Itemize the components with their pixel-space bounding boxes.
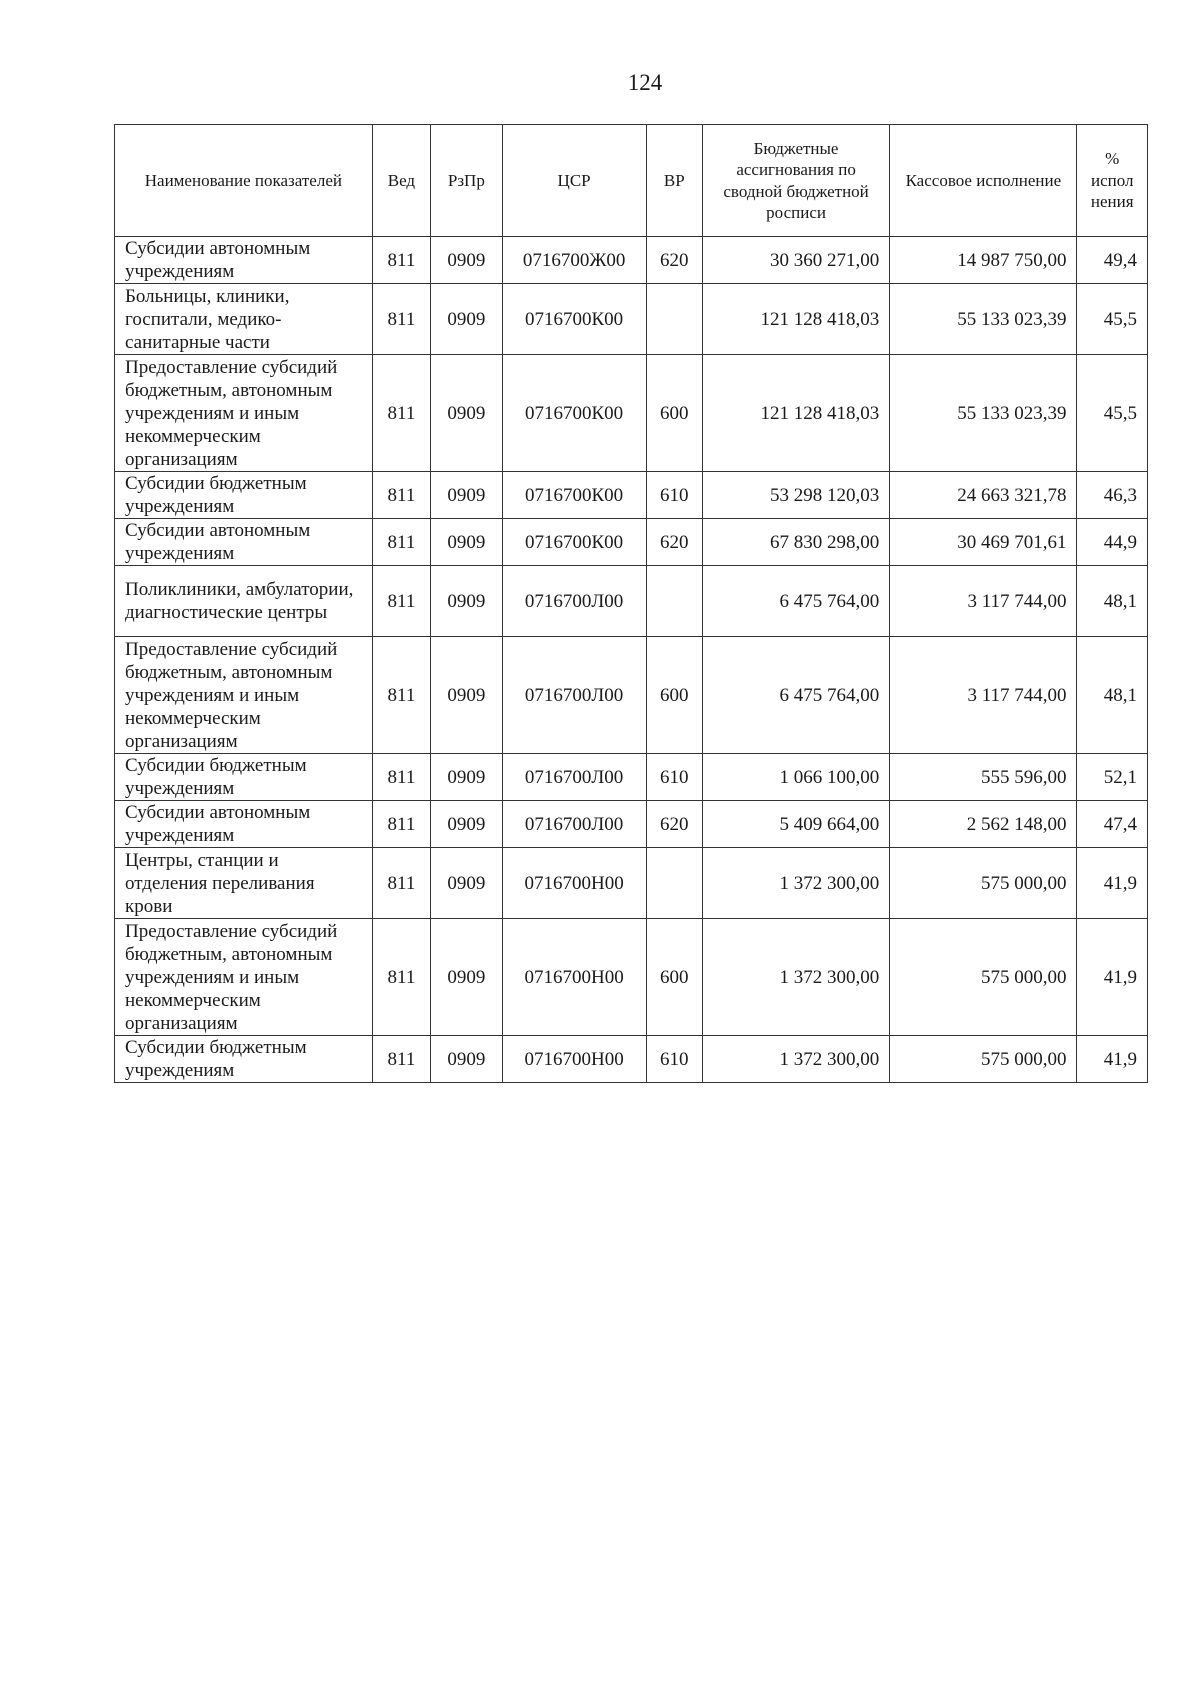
cell-pct: 48,1 xyxy=(1077,566,1148,637)
cell-rzpr: 0909 xyxy=(431,355,502,472)
cell-rzpr: 0909 xyxy=(431,637,502,754)
cell-name: Субсидии автономным учреждениям xyxy=(115,237,373,284)
cell-pct: 41,9 xyxy=(1077,848,1148,919)
cell-cash: 55 133 023,39 xyxy=(890,284,1077,355)
cell-rzpr: 0909 xyxy=(431,237,502,284)
cell-cash: 30 469 701,61 xyxy=(890,519,1077,566)
table-row xyxy=(115,237,1148,284)
cell-pct: 45,5 xyxy=(1077,355,1148,472)
cell-ved: 811 xyxy=(372,919,430,1036)
header-csr: ЦСР xyxy=(502,125,646,237)
cell-csr: 0716700Н00 xyxy=(502,919,646,1036)
cell-budget: 1 372 300,00 xyxy=(702,1036,889,1083)
cell-name: Субсидии автономным учреждениям xyxy=(115,519,373,566)
cell-csr: 0716700Л00 xyxy=(502,637,646,754)
cell-cash: 24 663 321,78 xyxy=(890,472,1077,519)
cell-vr: 600 xyxy=(646,355,702,472)
table-row xyxy=(115,848,1148,919)
cell-pct: 44,9 xyxy=(1077,519,1148,566)
cell-ved: 811 xyxy=(372,355,430,472)
table-row xyxy=(115,1036,1148,1083)
cell-cash: 575 000,00 xyxy=(890,919,1077,1036)
cell-csr: 0716700Л00 xyxy=(502,566,646,637)
cell-csr: 0716700К00 xyxy=(502,355,646,472)
cell-pct: 47,4 xyxy=(1077,801,1148,848)
cell-vr: 620 xyxy=(646,237,702,284)
cell-csr: 0716700К00 xyxy=(502,472,646,519)
cell-budget: 30 360 271,00 xyxy=(702,237,889,284)
cell-budget: 1 372 300,00 xyxy=(702,919,889,1036)
cell-ved: 811 xyxy=(372,237,430,284)
cell-ved: 811 xyxy=(372,1036,430,1083)
budget-table xyxy=(114,124,1148,1083)
cell-ved: 811 xyxy=(372,848,430,919)
table-row xyxy=(115,637,1148,754)
table-header-row xyxy=(115,125,1148,237)
cell-name: Центры, станции и отделения переливания крови xyxy=(115,848,373,919)
table-row xyxy=(115,801,1148,848)
page-number: 124 xyxy=(627,70,663,95)
cell-cash: 2 562 148,00 xyxy=(890,801,1077,848)
cell-ved: 811 xyxy=(372,566,430,637)
cell-ved: 811 xyxy=(372,472,430,519)
cell-budget: 67 830 298,00 xyxy=(702,519,889,566)
header-ved: Вед xyxy=(372,125,430,237)
cell-rzpr: 0909 xyxy=(431,519,502,566)
header-budget: Бюджетные ассигнования по сводной бюджетной росписи xyxy=(702,125,889,237)
cell-budget: 5 409 664,00 xyxy=(702,801,889,848)
cell-name: Поликлиники, амбулатории, диагностические центры xyxy=(115,566,373,637)
cell-cash: 555 596,00 xyxy=(890,754,1077,801)
cell-rzpr: 0909 xyxy=(431,1036,502,1083)
cell-pct: 41,9 xyxy=(1077,1036,1148,1083)
cell-budget: 121 128 418,03 xyxy=(702,355,889,472)
cell-cash: 575 000,00 xyxy=(890,1036,1077,1083)
cell-vr xyxy=(646,284,702,355)
cell-vr xyxy=(646,848,702,919)
cell-vr: 600 xyxy=(646,637,702,754)
table-row xyxy=(115,284,1148,355)
table-row xyxy=(115,754,1148,801)
cell-pct: 49,4 xyxy=(1077,237,1148,284)
cell-rzpr: 0909 xyxy=(431,848,502,919)
cell-budget: 121 128 418,03 xyxy=(702,284,889,355)
table-row xyxy=(115,355,1148,472)
cell-csr: 0716700Н00 xyxy=(502,848,646,919)
header-vr: ВР xyxy=(646,125,702,237)
cell-name: Субсидии автономным учреждениям xyxy=(115,801,373,848)
cell-cash: 14 987 750,00 xyxy=(890,237,1077,284)
cell-name: Субсидии бюджетным учреждениям xyxy=(115,754,373,801)
cell-csr: 0716700Н00 xyxy=(502,1036,646,1083)
cell-ved: 811 xyxy=(372,284,430,355)
cell-cash: 575 000,00 xyxy=(890,848,1077,919)
cell-rzpr: 0909 xyxy=(431,472,502,519)
cell-vr: 610 xyxy=(646,472,702,519)
cell-cash: 55 133 023,39 xyxy=(890,355,1077,472)
cell-name: Предоставление субсидий бюджетным, автономным учреждениям и иным некоммерческим организациям xyxy=(115,919,373,1036)
cell-csr: 0716700Л00 xyxy=(502,754,646,801)
cell-budget: 6 475 764,00 xyxy=(702,637,889,754)
cell-budget: 53 298 120,03 xyxy=(702,472,889,519)
table-row xyxy=(115,519,1148,566)
cell-ved: 811 xyxy=(372,754,430,801)
cell-csr: 0716700Ж00 xyxy=(502,237,646,284)
header-name: Наименование показателей xyxy=(115,125,373,237)
cell-vr: 620 xyxy=(646,801,702,848)
cell-pct: 48,1 xyxy=(1077,637,1148,754)
cell-budget: 1 372 300,00 xyxy=(702,848,889,919)
cell-ved: 811 xyxy=(372,519,430,566)
cell-rzpr: 0909 xyxy=(431,754,502,801)
cell-name: Субсидии бюджетным учреждениям xyxy=(115,1036,373,1083)
cell-csr: 0716700Л00 xyxy=(502,801,646,848)
cell-pct: 41,9 xyxy=(1077,919,1148,1036)
cell-rzpr: 0909 xyxy=(431,284,502,355)
cell-vr: 610 xyxy=(646,754,702,801)
cell-vr: 620 xyxy=(646,519,702,566)
cell-csr: 0716700К00 xyxy=(502,519,646,566)
cell-budget: 6 475 764,00 xyxy=(702,566,889,637)
table-row xyxy=(115,566,1148,637)
table-row xyxy=(115,472,1148,519)
cell-ved: 811 xyxy=(372,637,430,754)
cell-pct: 46,3 xyxy=(1077,472,1148,519)
cell-cash: 3 117 744,00 xyxy=(890,566,1077,637)
cell-rzpr: 0909 xyxy=(431,801,502,848)
cell-csr: 0716700К00 xyxy=(502,284,646,355)
cell-rzpr: 0909 xyxy=(431,919,502,1036)
cell-vr xyxy=(646,566,702,637)
cell-ved: 811 xyxy=(372,801,430,848)
cell-rzpr: 0909 xyxy=(431,566,502,637)
cell-name: Больницы, клиники, госпитали, медико-санитарные части xyxy=(115,284,373,355)
cell-vr: 610 xyxy=(646,1036,702,1083)
cell-cash: 3 117 744,00 xyxy=(890,637,1077,754)
cell-pct: 52,1 xyxy=(1077,754,1148,801)
table-row xyxy=(115,919,1148,1036)
cell-name: Субсидии бюджетным учреждениям xyxy=(115,472,373,519)
cell-name: Предоставление субсидий бюджетным, автономным учреждениям и иным некоммерческим организациям xyxy=(115,355,373,472)
header-cash: Кассовое исполнение xyxy=(890,125,1077,237)
cell-name: Предоставление субсидий бюджетным, автономным учреждениям и иным некоммерческим организациям xyxy=(115,637,373,754)
cell-vr: 600 xyxy=(646,919,702,1036)
table-body xyxy=(115,237,1148,1083)
cell-pct: 45,5 xyxy=(1077,284,1148,355)
header-rzpr: РзПр xyxy=(431,125,502,237)
cell-budget: 1 066 100,00 xyxy=(702,754,889,801)
header-pct: % испол нения xyxy=(1077,125,1148,237)
